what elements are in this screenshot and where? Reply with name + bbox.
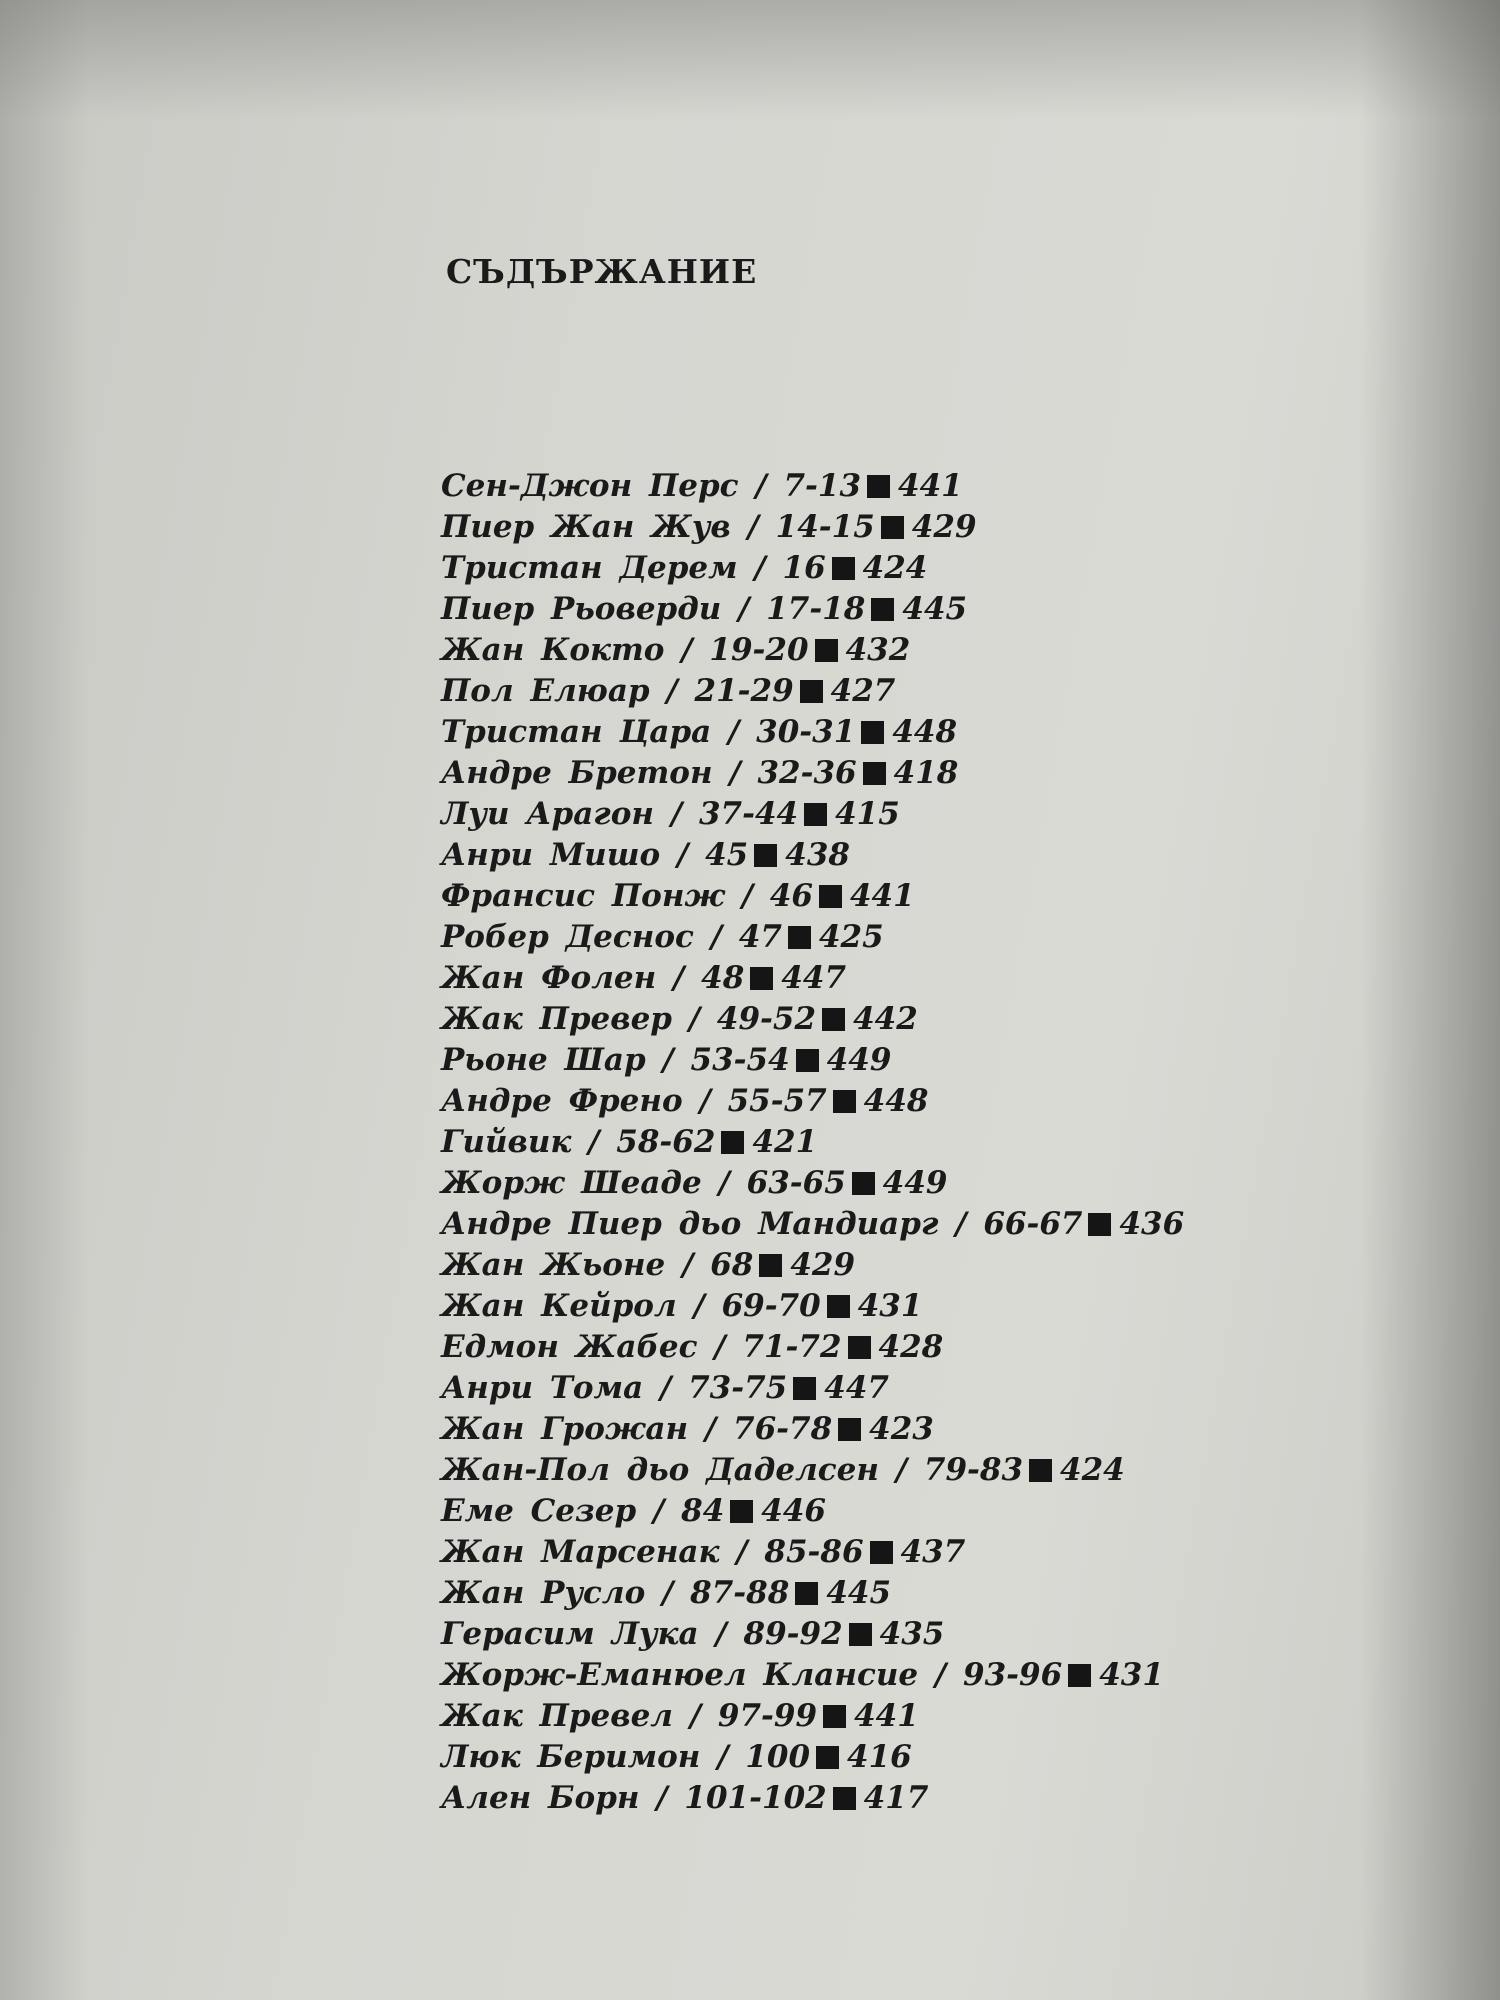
- black-square-icon: [721, 1131, 744, 1154]
- notes-page: 424: [1060, 1452, 1125, 1488]
- black-square-icon: [870, 1541, 893, 1564]
- separator: /: [688, 1001, 701, 1037]
- toc-entry: [441, 507, 1184, 548]
- page-range: 63-65: [746, 1165, 846, 1201]
- author-name: Тристан Цара: [441, 714, 712, 750]
- separator: /: [714, 1329, 726, 1365]
- notes-page: 448: [863, 1083, 929, 1119]
- notes-page: 441: [898, 468, 963, 504]
- page-range: 71-72: [742, 1329, 842, 1365]
- author-name: Луи Арагон: [441, 796, 655, 832]
- author-name: Сен-Джон Перс: [441, 468, 739, 504]
- page-range: 66-67: [983, 1206, 1083, 1242]
- separator: /: [704, 1411, 717, 1447]
- author-name: Ален Борн: [441, 1780, 640, 1816]
- page-range: 87-88: [690, 1575, 790, 1611]
- black-square-icon: [759, 1254, 782, 1277]
- separator: /: [717, 1739, 729, 1775]
- separator: /: [681, 632, 693, 668]
- black-square-icon: [815, 639, 838, 662]
- notes-page: 429: [911, 509, 977, 545]
- black-square-icon: [730, 1500, 753, 1523]
- separator: /: [659, 1370, 672, 1406]
- black-square-icon: [861, 721, 884, 744]
- author-name: Жорж-Еманюел Клансие: [441, 1657, 919, 1693]
- separator: /: [934, 1657, 947, 1693]
- separator: /: [755, 468, 767, 504]
- page-title: СЪДЪРЖАНИЕ: [446, 252, 758, 291]
- page-shadow-right: [1360, 0, 1500, 2000]
- separator: /: [718, 1165, 730, 1201]
- black-square-icon: [833, 1090, 856, 1113]
- toc-entry: [441, 876, 1184, 917]
- author-name: Анри Мишо: [441, 837, 661, 873]
- toc-entry: [441, 999, 1184, 1040]
- separator: /: [693, 1288, 705, 1324]
- black-square-icon: [800, 680, 823, 703]
- author-name: Робер Деснос: [441, 919, 694, 955]
- page-range: 101-102: [684, 1780, 827, 1816]
- notes-page: 449: [826, 1042, 892, 1078]
- author-name: Пиер Жан Жув: [441, 509, 731, 545]
- separator: /: [729, 755, 741, 791]
- black-square-icon: [827, 1295, 850, 1318]
- notes-page: 429: [790, 1247, 856, 1283]
- toc-entry: [441, 1081, 1184, 1122]
- separator: /: [747, 509, 759, 545]
- separator: /: [741, 878, 754, 914]
- notes-page: 425: [818, 919, 884, 955]
- separator: /: [710, 919, 723, 955]
- author-name: Едмон Жабес: [441, 1329, 698, 1365]
- separator: /: [662, 1575, 674, 1611]
- page-range: 89-92: [743, 1616, 843, 1652]
- notes-page: 424: [862, 550, 928, 586]
- separator: /: [656, 1780, 668, 1816]
- notes-page: 432: [845, 632, 911, 668]
- page-range: 16: [782, 550, 826, 586]
- toc-entry: [441, 1737, 1184, 1778]
- notes-page: 447: [824, 1370, 889, 1406]
- black-square-icon: [795, 1582, 818, 1605]
- author-name: Пол Елюар: [441, 673, 650, 709]
- page-range: 100: [745, 1739, 811, 1775]
- notes-page: 431: [857, 1288, 923, 1324]
- black-square-icon: [871, 598, 894, 621]
- toc-entry: [441, 1614, 1184, 1655]
- notes-page: 435: [879, 1616, 945, 1652]
- notes-page: 418: [893, 755, 959, 791]
- author-name: Андре Пиер дьо Мандиарг: [441, 1206, 939, 1242]
- toc-entry: [441, 671, 1184, 712]
- toc-entry: [441, 630, 1184, 671]
- page-range: 32-36: [757, 755, 857, 791]
- black-square-icon: [822, 1008, 845, 1031]
- black-square-icon: [796, 1049, 819, 1072]
- notes-page: 416: [847, 1739, 912, 1775]
- author-name: Андре Френо: [441, 1083, 683, 1119]
- toc-entry: [441, 917, 1184, 958]
- notes-page: 447: [781, 960, 847, 996]
- black-square-icon: [863, 762, 886, 785]
- page-range: 30-31: [756, 714, 856, 750]
- toc-entry: [441, 1040, 1184, 1081]
- author-name: Андре Бретон: [441, 755, 713, 791]
- separator: /: [736, 1534, 748, 1570]
- page-range: 47: [738, 919, 782, 955]
- page-range: 49-52: [716, 1001, 817, 1037]
- separator: /: [715, 1616, 727, 1652]
- toc-entry: [441, 794, 1184, 835]
- table-of-contents: [441, 466, 1184, 1819]
- separator: /: [670, 796, 683, 832]
- toc-entry: [441, 1491, 1184, 1532]
- page-range: 69-70: [721, 1288, 821, 1324]
- notes-page: 436: [1119, 1206, 1185, 1242]
- separator: /: [682, 1247, 694, 1283]
- author-name: Жорж Шеаде: [441, 1165, 702, 1201]
- separator: /: [955, 1206, 967, 1242]
- notes-page: 437: [900, 1534, 966, 1570]
- black-square-icon: [823, 1705, 846, 1728]
- notes-page: 438: [785, 837, 850, 873]
- page-range: 68: [710, 1247, 754, 1283]
- page-range: 53-54: [690, 1042, 790, 1078]
- black-square-icon: [832, 557, 855, 580]
- notes-page: 427: [830, 673, 896, 709]
- author-name: Жан Грожан: [441, 1411, 689, 1447]
- author-name: Жан Кейрол: [441, 1288, 677, 1324]
- author-name: Анри Тома: [441, 1370, 644, 1406]
- separator: /: [673, 960, 685, 996]
- page-range: 73-75: [688, 1370, 788, 1406]
- toc-entry: [441, 1327, 1184, 1368]
- toc-entry: [441, 1573, 1184, 1614]
- page-range: 97-99: [717, 1698, 818, 1734]
- toc-entry: [441, 1204, 1184, 1245]
- page-shadow-top: [0, 0, 1500, 120]
- separator: /: [689, 1698, 702, 1734]
- notes-page: 431: [1099, 1657, 1164, 1693]
- page-range: 19-20: [709, 632, 809, 668]
- toc-entry: [441, 1368, 1184, 1409]
- black-square-icon: [848, 1336, 871, 1359]
- notes-page: 441: [849, 878, 915, 914]
- separator: /: [676, 837, 689, 873]
- toc-entry: [441, 712, 1184, 753]
- toc-entry: [441, 548, 1184, 589]
- notes-page: 449: [882, 1165, 948, 1201]
- notes-page: 442: [853, 1001, 918, 1037]
- author-name: Жан Жьоне: [441, 1247, 666, 1283]
- toc-entry: [441, 1245, 1184, 1286]
- separator: /: [653, 1493, 665, 1529]
- toc-entry: [441, 753, 1184, 794]
- notes-page: 445: [902, 591, 968, 627]
- separator: /: [662, 1042, 674, 1078]
- toc-entry: [441, 1122, 1184, 1163]
- page-range: 21-29: [694, 673, 794, 709]
- author-name: Жан Кокто: [441, 632, 665, 668]
- page-range: 85-86: [764, 1534, 864, 1570]
- toc-entry: [441, 1409, 1184, 1450]
- author-name: Пиер Рьоверди: [441, 591, 722, 627]
- author-name: Жан Фолен: [441, 960, 657, 996]
- author-name: Жан Марсенак: [441, 1534, 720, 1570]
- notes-page: 415: [835, 796, 900, 832]
- black-square-icon: [833, 1787, 856, 1810]
- author-name: Жан Русло: [441, 1575, 646, 1611]
- black-square-icon: [881, 516, 904, 539]
- notes-page: 421: [752, 1124, 818, 1160]
- notes-page: 448: [892, 714, 958, 750]
- black-square-icon: [750, 967, 773, 990]
- author-name: Жан-Пол дьо Даделсен: [441, 1452, 879, 1488]
- separator: /: [895, 1452, 908, 1488]
- page-range: 76-78: [733, 1411, 833, 1447]
- black-square-icon: [819, 885, 842, 908]
- author-name: Еме Сезер: [441, 1493, 637, 1529]
- toc-entry: [441, 1696, 1184, 1737]
- author-name: Герасим Лука: [441, 1616, 699, 1652]
- black-square-icon: [1068, 1664, 1091, 1687]
- black-square-icon: [816, 1746, 839, 1769]
- black-square-icon: [838, 1418, 861, 1441]
- black-square-icon: [1029, 1459, 1052, 1482]
- page-range: 48: [701, 960, 745, 996]
- page-range: 37-44: [698, 796, 799, 832]
- author-name: Люк Беримон: [441, 1739, 701, 1775]
- toc-entry: [441, 466, 1184, 507]
- toc-entry: [441, 1778, 1184, 1819]
- page-range: 14-15: [775, 509, 875, 545]
- notes-page: 423: [869, 1411, 934, 1447]
- black-square-icon: [849, 1623, 872, 1646]
- page-range: 45: [705, 837, 749, 873]
- toc-entry: [441, 1163, 1184, 1204]
- separator: /: [728, 714, 740, 750]
- notes-page: 446: [761, 1493, 826, 1529]
- black-square-icon: [788, 926, 811, 949]
- toc-entry: [441, 1532, 1184, 1573]
- notes-page: 441: [854, 1698, 919, 1734]
- notes-page: 428: [878, 1329, 944, 1365]
- notes-page: 445: [826, 1575, 892, 1611]
- toc-entry: [441, 589, 1184, 630]
- author-name: Жак Превер: [441, 1001, 672, 1037]
- page-range: 84: [681, 1493, 725, 1529]
- page-shadow-left: [0, 0, 90, 2000]
- separator: /: [666, 673, 678, 709]
- page-range: 58-62: [616, 1124, 716, 1160]
- black-square-icon: [804, 803, 827, 826]
- separator: /: [738, 591, 750, 627]
- black-square-icon: [867, 475, 890, 498]
- separator: /: [699, 1083, 711, 1119]
- separator: /: [754, 550, 766, 586]
- page-range: 93-96: [963, 1657, 1063, 1693]
- author-name: Франсис Понж: [441, 878, 725, 914]
- black-square-icon: [793, 1377, 816, 1400]
- page-range: 79-83: [923, 1452, 1024, 1488]
- toc-entry: [441, 1286, 1184, 1327]
- toc-entry: [441, 835, 1184, 876]
- toc-entry: [441, 1655, 1184, 1696]
- page-range: 17-18: [766, 591, 866, 627]
- author-name: Рьоне Шар: [441, 1042, 646, 1078]
- black-square-icon: [754, 844, 777, 867]
- page-range: 46: [769, 878, 813, 914]
- notes-page: 417: [863, 1780, 929, 1816]
- toc-entry: [441, 1450, 1184, 1491]
- toc-entry: [441, 958, 1184, 999]
- page-range: 55-57: [727, 1083, 827, 1119]
- author-name: Гийвик: [441, 1124, 572, 1160]
- page-range: 7-13: [783, 468, 862, 504]
- separator: /: [588, 1124, 600, 1160]
- author-name: Тристан Дерем: [441, 550, 738, 586]
- author-name: Жак Превел: [441, 1698, 673, 1734]
- black-square-icon: [1088, 1213, 1111, 1236]
- black-square-icon: [852, 1172, 875, 1195]
